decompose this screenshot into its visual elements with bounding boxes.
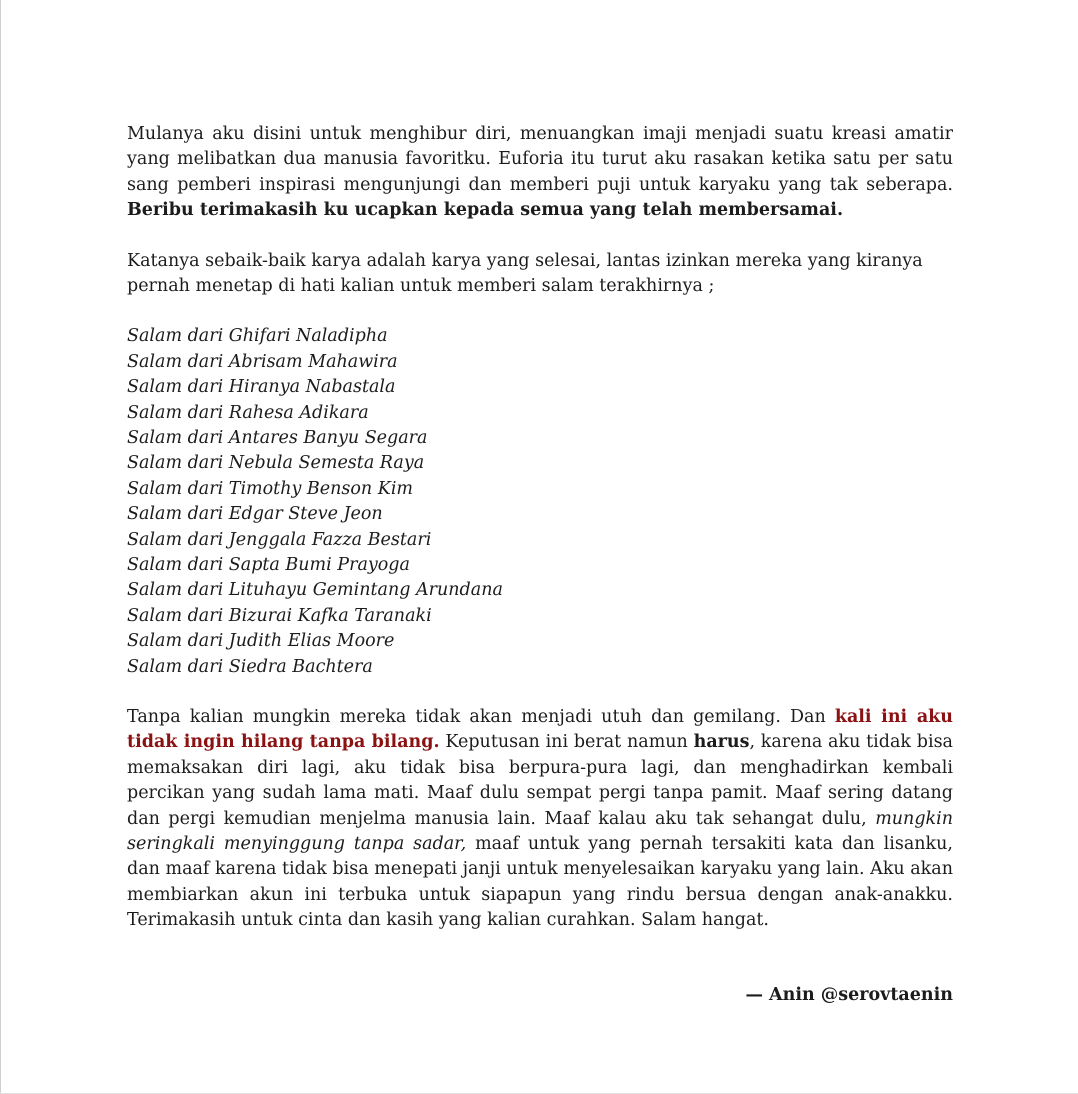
closing-text-3: , karena aku tidak bisa memaksakan diri lagi, aku tidak bisa berpura-pura lagi, dan menghadirkan kembali percikan yang sudah lama mati. Maaf dulu sempat pergi tanpa pamit. Maaf sering datang dan pergi kemudian menjelma manusia lain. Maaf kalau aku tak sehangat dulu, bbox=[127, 732, 953, 829]
greeting-line: Salam dari Abrisam Mahawira bbox=[127, 351, 398, 372]
greeting-line: Salam dari Sapta Bumi Prayoga bbox=[127, 554, 410, 575]
closing-highlight: kali ini aku tidak ingin hilang tanpa bilang. bbox=[127, 706, 954, 753]
second-paragraph: Katanya sebaik-baik karya adalah karya yang selesai, lantas izinkan mereka yang kiranya pernah menetap di hati kalian untuk memberi salam terakhirnya ; bbox=[127, 250, 923, 297]
closing-text-2: Keputusan ini berat namun bbox=[439, 732, 694, 753]
greetings-list bbox=[127, 324, 953, 679]
intro-text: Mulanya aku disini untuk menghibur diri, menuangkan imaji menjadi suatu kreasi amatir yang melibatkan dua manusia favoritku. Euforia itu turut aku rasakan ketika satu per satu sang pemberi inspirasi mengunjungi dan memberi puji untuk karyaku yang tak seberapa. bbox=[127, 124, 953, 195]
signature: — Anin @serovtaenin bbox=[745, 984, 953, 1005]
intro-paragraph bbox=[127, 122, 953, 224]
closing-paragraph bbox=[127, 705, 953, 934]
greeting-line: Salam dari Edgar Steve Jeon bbox=[127, 504, 383, 525]
intro-bold-text: Beribu terimakasih ku ucapkan kepada semua yang telah membersamai. bbox=[127, 200, 844, 221]
greeting-line: Salam dari Rahesa Adikara bbox=[127, 402, 369, 423]
greeting-line: Salam dari Siedra Bachtera bbox=[127, 656, 373, 677]
closing-bold-word: harus bbox=[693, 732, 750, 753]
letter-body bbox=[127, 122, 953, 1008]
greeting-line: Salam dari Bizurai Kafka Taranaki bbox=[127, 605, 432, 626]
greeting-line: Salam dari Judith Elias Moore bbox=[127, 631, 395, 652]
greeting-line: Salam dari Lituhayu Gemintang Arundana bbox=[127, 580, 503, 601]
greeting-line: Salam dari Jenggala Fazza Bestari bbox=[127, 529, 432, 550]
greeting-line: Salam dari Antares Banyu Segara bbox=[127, 428, 428, 448]
closing-text-1: Tanpa kalian mungkin mereka tidak akan menjadi utuh dan gemilang. Dan bbox=[127, 706, 835, 727]
greeting-line: Salam dari Ghifari Naladipha bbox=[127, 326, 388, 347]
greeting-line: Salam dari Timothy Benson Kim bbox=[127, 478, 414, 499]
closing-text-4: maaf untuk yang pernah tersakiti kata dan lisanku, dan maaf karena tidak bisa menepati janji untuk menyelesaikan karyaku yang lain. Aku akan membiarkan akun ini terbuka untuk siapapun yang rindu bersua dengan anak-anakku. Terimakasih untuk cinta dan kasih yang kalian curahkan. Salam hangat. bbox=[127, 833, 953, 931]
page-left-edge bbox=[0, 0, 1, 1094]
greeting-line: Salam dari Nebula Semesta Raya bbox=[127, 453, 425, 474]
closing-italic-text: mungkin seringkali menyinggung tanpa sadar, bbox=[127, 808, 953, 854]
greeting-line: Salam dari Hiranya Nabastala bbox=[127, 377, 396, 398]
